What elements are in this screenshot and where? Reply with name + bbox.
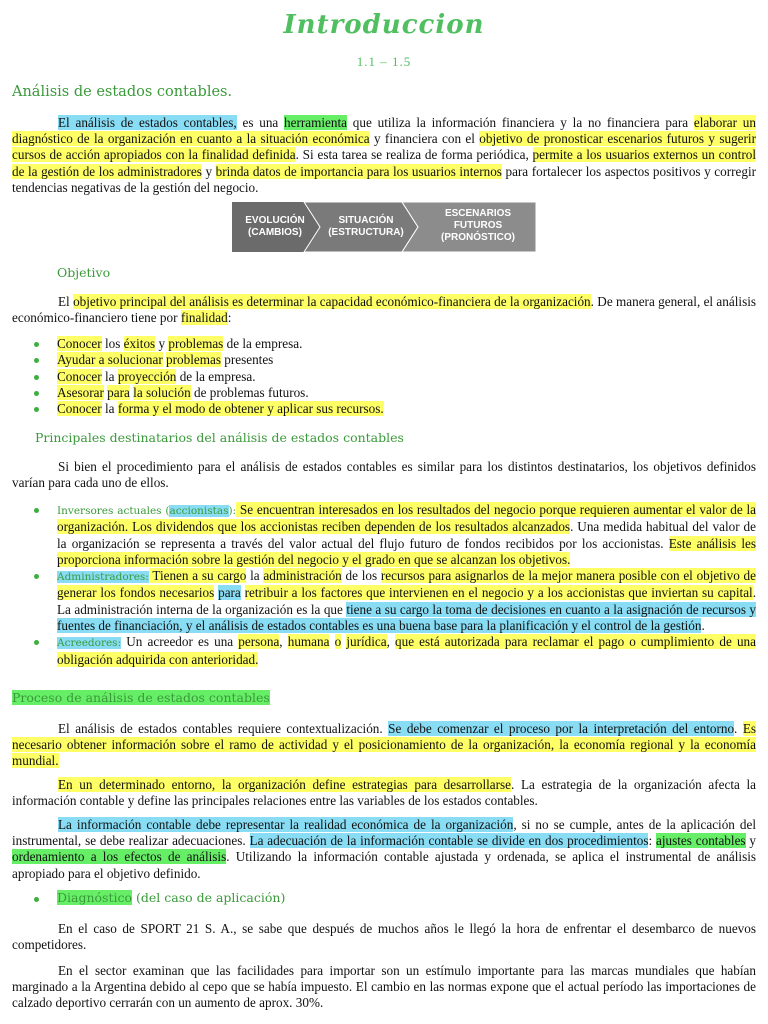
list-item: Conocer los éxitos y problemas de la empresa. bbox=[12, 336, 756, 352]
diagnostico-paragraph-1: En el caso de SPORT 21 S. A., se sabe que después de muchos años le llegó la hora de enfrentar el desembarco de nuevos competidores. bbox=[12, 921, 756, 953]
chevron-label-escenarios: ESCENARIOS FUTUROS (PRONÓSTICO) bbox=[441, 208, 515, 243]
objetivo-paragraph: El objetivo principal del análisis es determinar la capacidad económico-financiera de la organización. De manera general, el análisis económico-financiero tiene por finalidad: bbox=[12, 294, 756, 326]
diagnostico-paragraph-2: En el sector examinan que las facilidades para importar son un estímulo importante para las marcas mundiales que habían marginado a la Argentina debido al cepo que se había impuesto. El cambio en las normas expone que el actual período las importaciones de calzado deportivo cerrarán con un aumento de aprox. 30%. bbox=[12, 963, 756, 1011]
list-item: Ayudar a solucionar problemas presentes bbox=[12, 352, 756, 368]
section-heading-analisis: Análisis de estados contables. bbox=[12, 84, 233, 100]
list-item: Conocer la proyección de la empresa. bbox=[12, 369, 756, 385]
subheading-objetivo: Objetivo bbox=[57, 265, 111, 280]
subheading-destinatarios: Principales destinatarios del análisis de estados contables bbox=[35, 430, 404, 445]
list-item: Asesorar para la solución de problemas futuros. bbox=[12, 385, 756, 401]
objetivo-list bbox=[12, 336, 756, 417]
bullet-icon bbox=[34, 897, 39, 902]
proceso-paragraph-2: En un determinado entorno, la organización define estrategias para desarrollarse. La estrategia de la organización afecta la información contable y define las principales relaciones entre las variables de los estados contables. bbox=[12, 777, 756, 809]
list-item-inversores: Inversores actuales (accionistas): Se encuentran interesados en los resultados del negocio porque requieren aumentar el valor de la organización. Los dividendos que los accionistas reciben dependen de los resultados alcanzados. Una medida habitual del valor de la organización se representa a través del valor actual del flujo futuro de fondos recibidos por los accionistas. Este análisis les proporciona información sobre la gestión del negocio y el grado en que se alcanzan los objetivos. bbox=[12, 502, 756, 568]
subheading-diagnostico: Diagnóstico (del caso de aplicación) bbox=[57, 890, 286, 905]
page-subtitle: 1.1 – 1.5 bbox=[356, 54, 412, 69]
chevron-label-evolucion: EVOLUCIÓN (CAMBIOS) bbox=[245, 215, 305, 238]
chevron-label-situacion: SITUACIÓN (ESTRUCTURA) bbox=[328, 215, 404, 238]
destinatarios-list bbox=[12, 502, 756, 668]
list-item-acreedores: Acreedores: Un acreedor es una persona, humana o jurídica, que está autorizada para reclamar el pago o cumplimiento de una obligación adquirida con anterioridad. bbox=[12, 634, 756, 668]
page-title: Introduccion bbox=[283, 10, 485, 40]
list-item-administradores: Administradores: Tienen a su cargo la administración de los recursos para asignarlos de la mejor manera posible con el objetivo de generar los fondos necesarios para retribuir a los factores que intervienen en el negocio y a los accionistas que inviertan su capital. La administración interna de la organización es la que tiene a su cargo la toma de decisiones en cuanto a la asignación de recursos y fuentes de financiación, y el análisis de estados contables es una buena base para la planificación y el control de la gestión. bbox=[12, 568, 756, 634]
intro-paragraph: El análisis de estados contables, es una herramienta que utiliza la información financiera y la no financiera para elaborar un diagnóstico de la organización en cuanto a la situación económica y financiera con el objetivo de pronosticar escenarios futuros y sugerir cursos de acción apropiados con la finalidad definida. Si esta tarea se realiza de forma periódica, permite a los usuarios externos un control de la gestión de los administradores y brinda datos de importancia para los usuarios internos para fortalecer los aspectos positivos y corregir tendencias negativas de la gestión del negocio. bbox=[12, 115, 756, 195]
list-item: Conocer la forma y el modo de obtener y aplicar sus recursos. bbox=[12, 401, 756, 417]
process-chevron-diagram bbox=[232, 202, 536, 252]
proceso-paragraph-3: La información contable debe representar la realidad económica de la organización, si no se cumple, antes de la aplicación del instrumental, se debe realizar adecuaciones. La adecuación de la información contable se divide en dos procedimientos: ajustes contables y ordenamiento a los efectos de análisis. Utilizando la información contable ajustada y ordenada, se aplica el instrumental de análisis apropiado para el objetivo definido. bbox=[12, 817, 757, 881]
subheading-proceso: Proceso de análisis de estados contables bbox=[12, 690, 270, 705]
proceso-paragraph-1: El análisis de estados contables requiere contextualización. Se debe comenzar el proceso por la interpretación del entorno. Es necesario obtener información sobre el ramo de actividad y el posicionamiento de la organización, la economía regional y la economía mundial. bbox=[12, 721, 757, 769]
destinatarios-paragraph: Si bien el procedimiento para el análisis de estados contables es similar para los distintos destinatarios, los objetivos definidos varían para cada uno de ellos. bbox=[12, 459, 756, 491]
